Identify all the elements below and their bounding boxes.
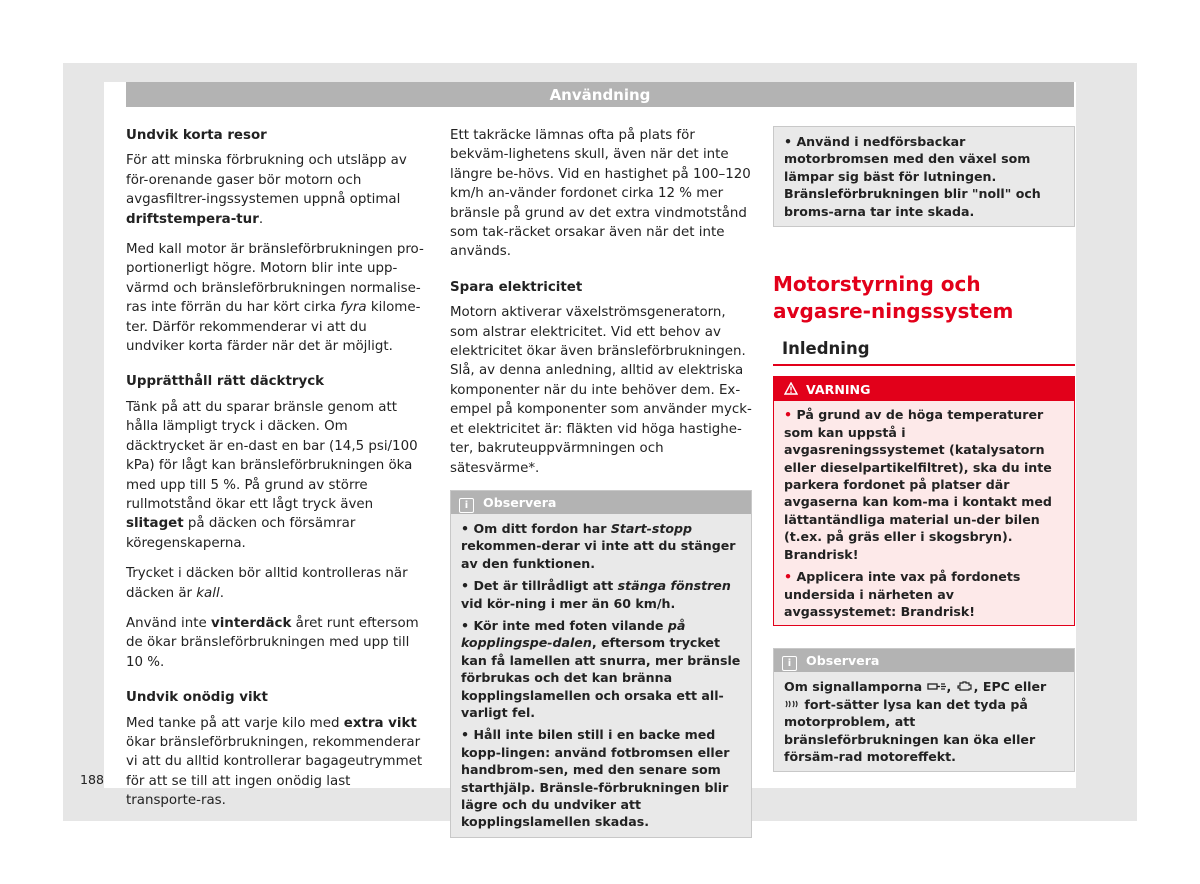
info-icon: i [782, 656, 797, 671]
text: Kör inte med foten vilande [473, 617, 668, 633]
paragraph-cold-engine [126, 240, 428, 356]
text: Om ditt fordon har [473, 520, 611, 536]
note-body [774, 672, 1074, 771]
note-item: • Kör inte med foten vilande på kopplingspe-dalen, eftersom trycket kan få lamellen att snurra, mer bränsle förbrukas och det kan bränna kopplingslamellen och orsaka ett all-varligt fel. [461, 617, 741, 720]
text: Om signallamporna [784, 679, 927, 695]
note-title: Observera [806, 653, 880, 669]
column-3 [773, 126, 1075, 772]
text: rekommen-derar vi inte att du stänger av den funktionen. [461, 538, 736, 571]
warning-box [773, 376, 1075, 626]
text: Använd inte [126, 615, 211, 631]
text: , EPC eller [973, 679, 1047, 695]
text: , [946, 679, 956, 695]
bullet: • [784, 407, 793, 423]
tip-body [774, 127, 1074, 226]
text: Med kall motor är bränsleförbrukningen pro-portionerligt högre. Motorn blir inte upp-värmd och bränsleförbrukningen normalise-ras inte förrän du har kört cirka [126, 242, 424, 316]
info-icon: i [459, 498, 474, 513]
section-subtitle: Inledning [773, 339, 1075, 366]
text: Håll inte bilen still i en backe med kopp-lingen: använd fotbromsen eller handbrom-sen, med den senare som starthjälp. Bränsle-förbrukningen blir lägre och du undviker att kopplingslamellen skadas. [461, 727, 730, 830]
chapter-title: Motorstyrning och avgasre-ningssystem [773, 272, 1014, 324]
heading-tyre-pressure: Upprätthåll rätt däcktryck [126, 374, 325, 390]
text: året runt eftersom de ökar bränsleförbrukningen med upp till 10 %. [126, 615, 419, 670]
note-title: Observera [483, 494, 557, 510]
text: Tänk på att du sparar bränsle genom att hålla lämpligt tryck i däcken. Om däcktrycket är en-dast en bar (14,5 psi/100 kPa) för lågt kan bränsleförbrukningen öka med upp till 5 %. På grund av större rullmotstånd ökar ett lågt tryck även [126, 399, 418, 512]
column-1 [126, 126, 428, 822]
italic-text: Start-stopp [610, 520, 693, 536]
warning-item [784, 568, 1064, 620]
text: på däcken och försämrar köregenskaperna. [126, 516, 356, 551]
text: För att minska förbrukning och utsläpp av för-orenande gaser bör motorn och avgasfiltrer-ingssystemen uppnå optimal [126, 153, 407, 208]
bold-text: driftstempera-tur [126, 211, 259, 227]
bold-text: slitaget [126, 516, 184, 532]
heading-weight: Undvik onödig vikt [126, 690, 268, 706]
italic-text: på kopplingspe-dalen [461, 617, 686, 651]
text: ökar bränsleförbrukningen, rekommenderar vi att du alltid kontrollerar bagageutrymmet för att se till att ingen onödig last transporte-ras. [126, 734, 423, 809]
text: . [219, 585, 224, 601]
warning-triangle-icon [784, 382, 798, 395]
column-2 [450, 126, 752, 838]
text: Applicera inte vax på fordonets undersida i närheten av avgassystemet: Brandrisk! [784, 569, 1021, 619]
heading-save-electricity: Spara elektricitet [450, 279, 583, 295]
paragraph-short-trips [126, 151, 428, 229]
page-number: 188 [80, 772, 105, 787]
text: . [258, 211, 264, 227]
bullet: • [784, 569, 793, 585]
bold-text: extra vikt [343, 715, 417, 731]
tip-box [773, 126, 1075, 227]
note-text [784, 678, 1064, 765]
text: Trycket i däcken bör alltid kontrolleras när däcken är [126, 566, 408, 601]
note-item: • Det är tillrådligt att stänga fönstren vid kör-ning i mer än 60 km/h. [461, 578, 731, 611]
text: vid kör-ning i mer än 60 km/h. [461, 595, 676, 611]
section-header: Användning [126, 82, 1074, 107]
paragraph-electricity: Motorn aktiverar växelströmsgeneratorn, som alstrar elektricitet. Vid ett behov av elektricitet ökar även bränsleförbrukningen. Slå, av denna anledning, alltid av elektriska komponenter när du inte behöver dem. Ex-empel på komponenter som använder myck-et elektricitet är: fläkten vid höga hastighe-ter, bakruteuppvärmningen och sätesvärme*. [450, 305, 752, 476]
warning-bar [774, 377, 1074, 401]
paragraph-weight [126, 714, 428, 811]
engine-warning-icon [956, 680, 974, 692]
tip-item: • Använd i nedförsbackar motorbromsen med den växel som lämpar sig bäst för lutningen. Bränsleförbrukningen blir "noll" och broms-arna tar inte skada. [784, 134, 1041, 219]
text: Med tanke på att varje kilo med [126, 715, 344, 731]
glow-plug-icon [784, 699, 800, 709]
warning-item [784, 406, 1064, 563]
heading-short-trips: Undvik korta resor [126, 128, 267, 143]
text: kilome-ter. Därför rekommenderar vi att du undviker korta färder när det är möjligt. [126, 300, 421, 355]
note-bar [451, 491, 751, 514]
paragraph-winter-tyres [126, 614, 428, 672]
note-item: • Om ditt fordon har Start-stopp rekommen-derar vi inte att du stänger av den funktionen. [461, 520, 736, 571]
italic-text: kall [196, 585, 220, 601]
note-body [451, 514, 751, 837]
warning-title: VARNING [806, 382, 871, 398]
text: fort-sätter lysa kan det tyda på motorproblem, att bränsleförbrukningen kan öka eller försäm-rad motoreffekt. [784, 696, 1036, 764]
exhaust-warning-icon [927, 681, 947, 692]
note-item: • Håll inte bilen still i en backe med kopp-lingen: använd fotbromsen eller handbrom-sen, med den senare som starthjälp. Bränsle-förbrukningen blir lägre och du undviker att kopplingslamellen skadas. [461, 727, 730, 830]
text: Använd i nedförsbackar motorbromsen med den växel som lämpar sig bäst för lutningen. Bränsleförbrukningen blir "noll" och broms-arna tar inte skada. [784, 134, 1041, 219]
note-box [450, 490, 752, 838]
paragraph-check-tyres [126, 564, 428, 603]
warning-body [774, 401, 1074, 625]
paragraph-roof-rack: Ett takräcke lämnas ofta på plats för bekväm-lighetens skull, även när det inte längre be-hövs. Vid en hastighet på 100–120 km/h an-vänder fordonet cirka 12 % mer bränsle på grund av det extra vindmotstånd som tak-räcket orsakar även när det inte används. [450, 128, 751, 260]
note-bar [774, 649, 1074, 672]
paragraph-tyre-pressure [126, 398, 428, 553]
note-box-engine [773, 648, 1075, 772]
italic-text: stänga fönstren [617, 578, 731, 594]
text: Det är tillrådligt att [473, 578, 618, 594]
text: , eftersom trycket kan få lamellen att snurra, mer bränsle förbrukas och det kan bränna kopplingslamellen och orsaka ett all-varligt fel. [461, 635, 741, 720]
italic-text: fyra [340, 300, 367, 316]
bold-text: vinterdäck [210, 615, 292, 631]
text: På grund av de höga temperaturer som kan uppstå i avgasreningssystemet (katalysatorn eller dieselpartikelfiltret), ska du inte parkera fordonet på platser där avgaserna kan kom-ma i kontakt med lättantändliga material un-der bilen (t.ex. på gräs eller i skogsbryn). Brandrisk! [784, 407, 1052, 562]
